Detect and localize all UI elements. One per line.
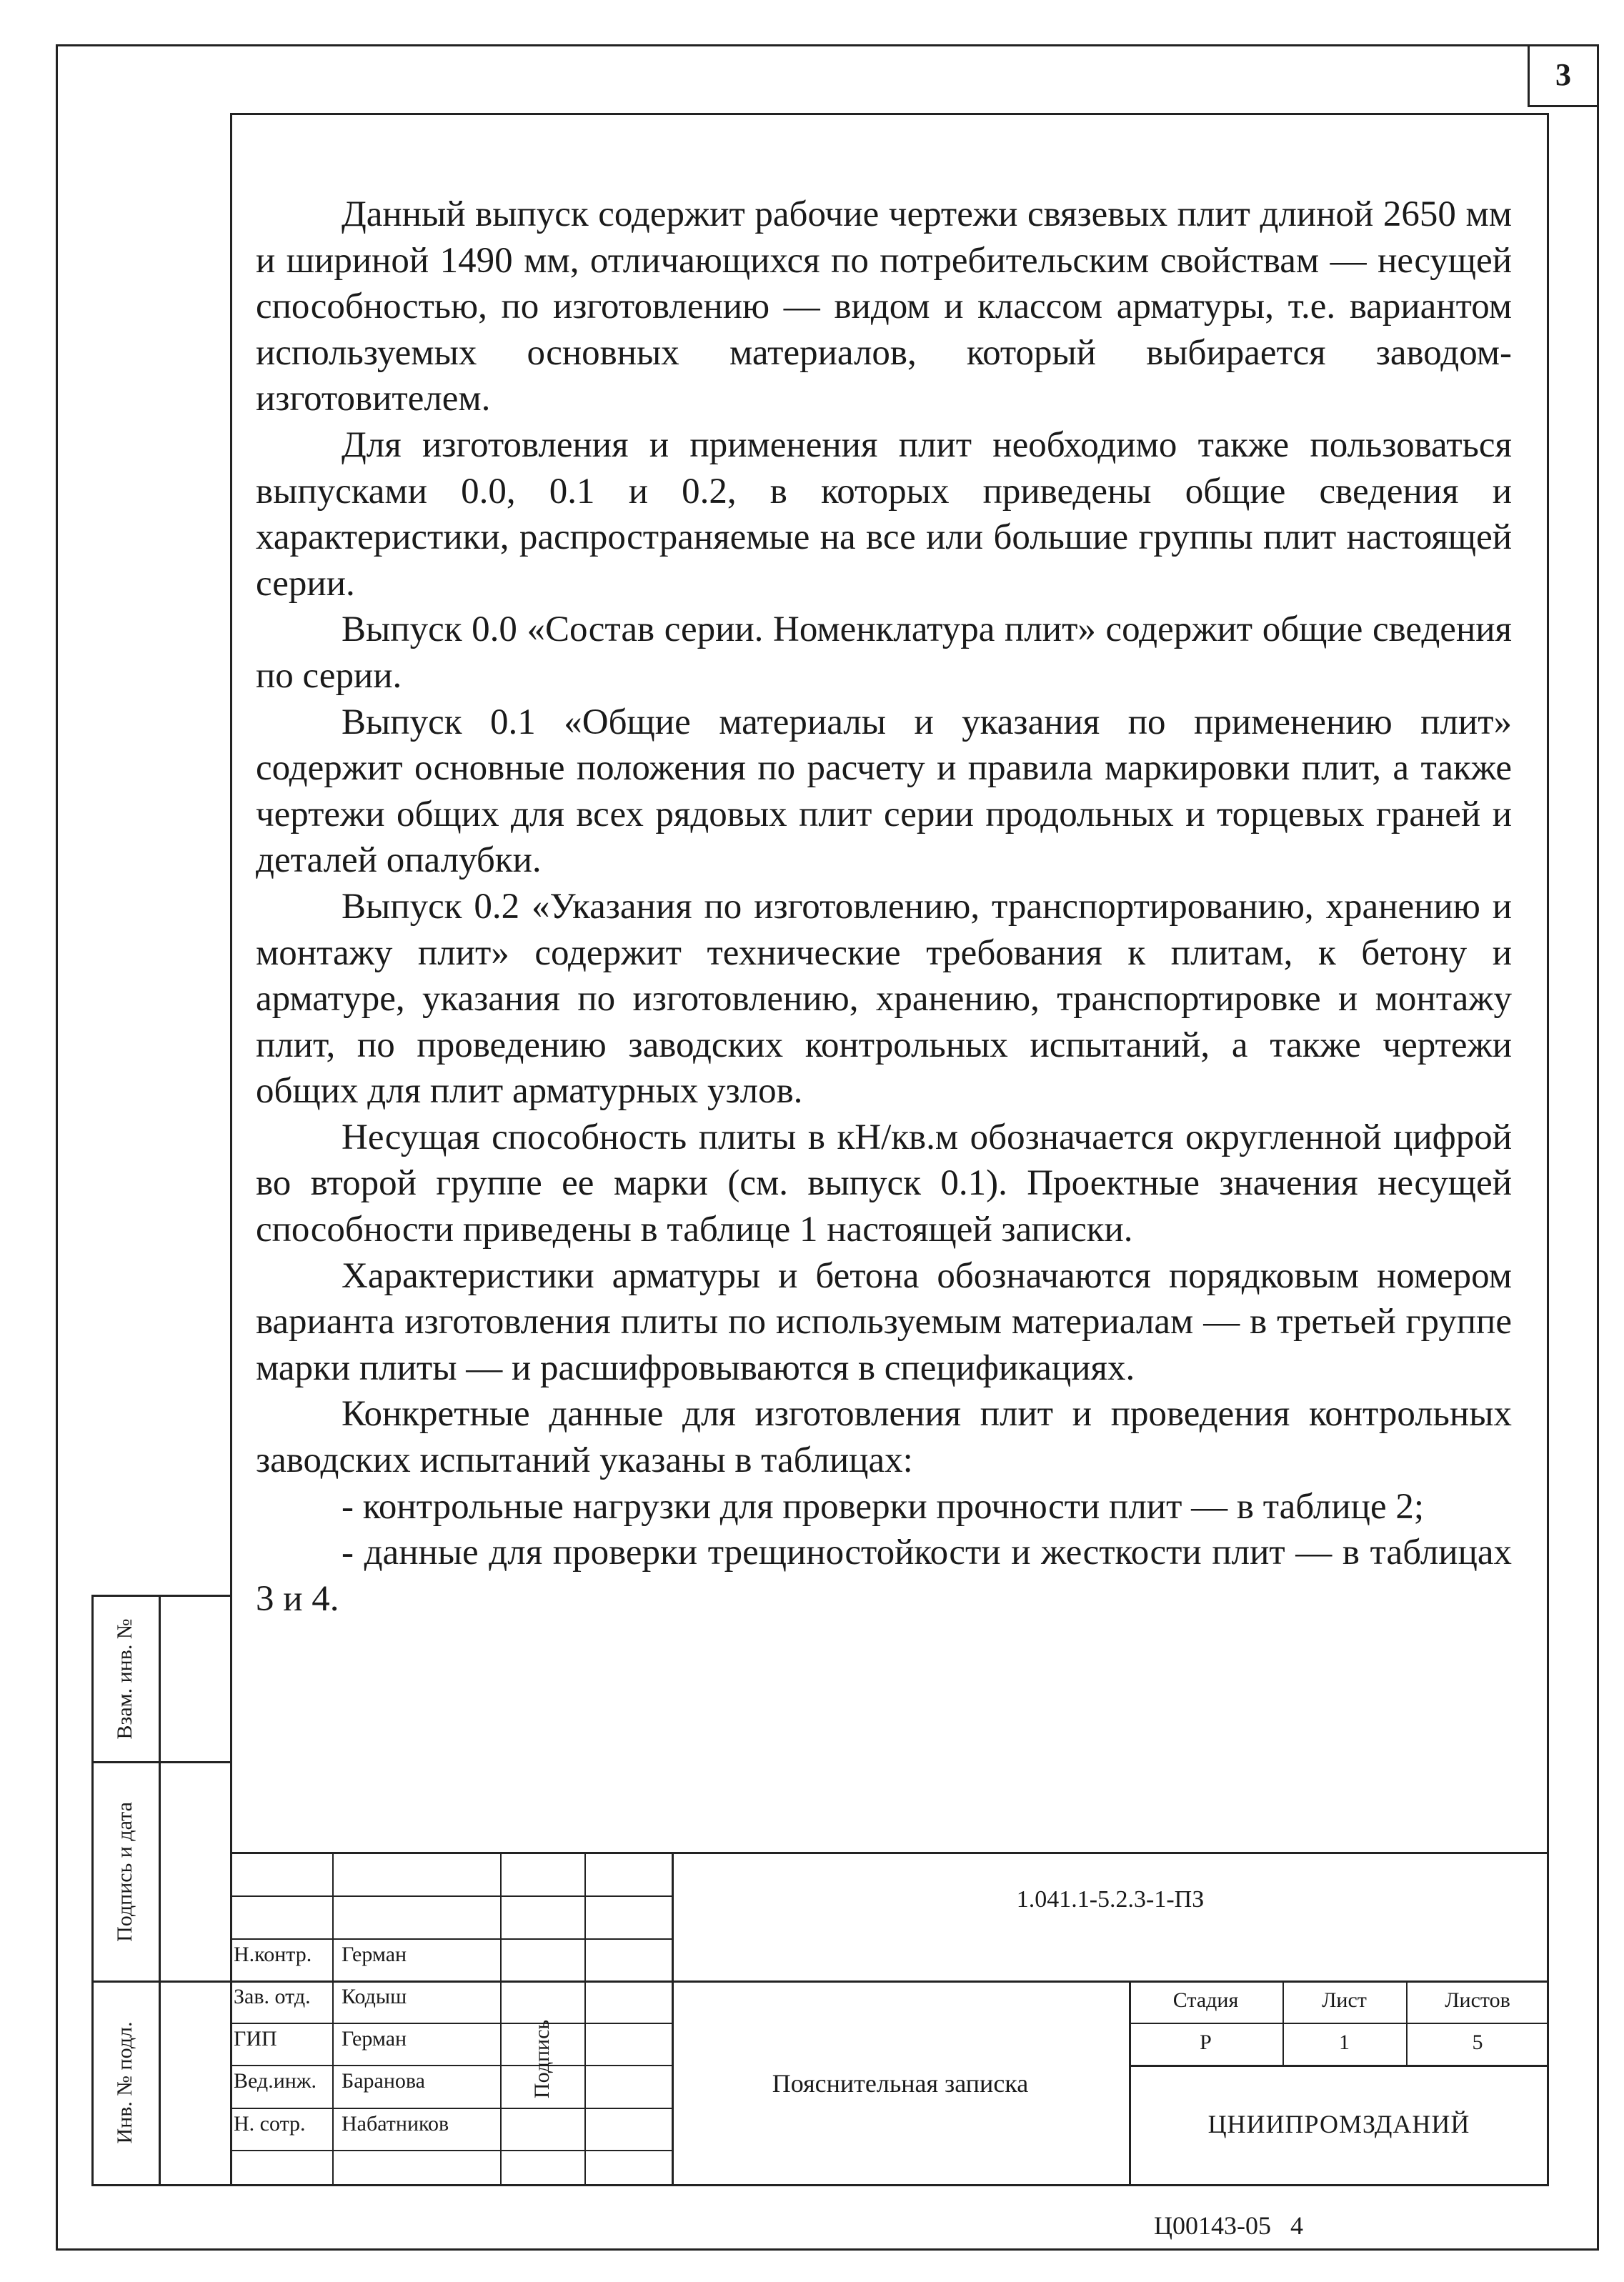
side-stamp-divider xyxy=(159,1595,161,2186)
sheet-header: Лист xyxy=(1322,1988,1367,2012)
tb-line xyxy=(230,1980,1549,1983)
paragraph: Характеристики арматуры и бетона обозначаются порядковым номером варианта изготовления плиты по используемым материалам — в третьей группе марки плиты — и расшифровываются в спецификациях. xyxy=(256,1255,1512,1388)
stage-header: Стадия xyxy=(1172,1988,1239,2012)
tb-line xyxy=(1129,2065,1549,2067)
tb-line xyxy=(230,1938,673,1940)
side-label-inv-podl: Инв. № подл. xyxy=(113,2021,136,2144)
tb-line xyxy=(332,1852,334,2186)
footer-code: Ц00143-05 4 xyxy=(1154,2211,1303,2240)
side-stamp-divider xyxy=(91,1980,232,1983)
tb-line xyxy=(230,1895,673,1897)
tb-line xyxy=(230,2150,673,2151)
paragraph: Выпуск 0.2 «Указания по изготовлению, транспортированию, хранению и монтажу плит» содержит технические требования к плитам, к бетону и арматуре, указания по изготовлению, хранению, транспортировке и монтажу плит, по проведению заводских контрольных испытаний, а также чертежи общих для плит арматурных узлов. xyxy=(256,886,1512,1112)
staff-role: Зав. отд. xyxy=(234,1985,311,2008)
paragraph: Несущая способность плиты в кН/кв.м обозначается округленной цифрой во второй группе ее марки (см. выпуск 0.1). Проектные значения несущей способности приведены в таблице 1 настоящей записки. xyxy=(256,1117,1512,1250)
staff-name: Кодыш xyxy=(342,1985,407,2008)
stage-value: Р xyxy=(1200,2031,1212,2054)
side-label-podpis-data: Подпись и дата xyxy=(113,1802,136,1942)
organization-name: ЦНИИПРОМЗДАНИЙ xyxy=(1207,2110,1470,2138)
document-title: Пояснительная записка xyxy=(772,2069,1029,2098)
side-label-vzam: Взам. инв. № xyxy=(113,1618,136,1740)
staff-role: ГИП xyxy=(234,2027,277,2051)
sheet-value: 1 xyxy=(1339,2031,1350,2054)
staff-role: Н.контр. xyxy=(234,1943,312,1966)
staff-name: Баранова xyxy=(342,2069,425,2093)
tb-line xyxy=(230,2023,673,2024)
staff-name: Герман xyxy=(342,1943,407,1966)
sheets-value: 5 xyxy=(1472,2031,1483,2054)
paragraph: Выпуск 0.0 «Состав серии. Номенклатура плит» содержит общие сведения по серии. xyxy=(256,609,1512,696)
paragraph: - контрольные нагрузки для проверки прочности плит — в таблице 2; xyxy=(342,1486,1425,1527)
paragraph: Конкретные данные для изготовления плит и проведения контрольных заводских испытаний указаны в таблицах: xyxy=(256,1394,1512,1481)
tb-line xyxy=(584,1852,586,2186)
paragraph: - данные для проверки трещиностойкости и жесткости плит — в таблицах 3 и 4. xyxy=(256,1533,1512,1619)
tb-line xyxy=(500,1852,502,2186)
paragraph: Для изготовления и применения плит необходимо также пользоваться выпусками 0.0, 0.1 и 0.2, в которых приведены общие сведения и характеристики, распространяемые на все или большие группы плит настоящей серии. xyxy=(256,424,1512,604)
paragraph: Выпуск 0.1 «Общие материалы и указания по применению плит» содержит основные положения по расчету и правила маркировки плит, а также чертежи общих для всех рядовых плит серии продольных и торцевых граней и деталей опалубки. xyxy=(256,702,1512,881)
doc-code: 1.041.1-5.2.3-1-ПЗ xyxy=(1016,1886,1205,1913)
paragraph: Данный выпуск содержит рабочие чертежи связевых плит длиной 2650 мм и шириной 1490 мм, отличающихся по потребительским свойствам — несущей способностью, по изготовлению — видом и классом арматуры, т.е. вариантом используемых основных материалов, который выбирается заводом-изготовителем. xyxy=(256,194,1512,419)
tb-line xyxy=(230,2108,673,2109)
sheets-header: Листов xyxy=(1445,1988,1510,2012)
tb-line xyxy=(1129,2023,1549,2024)
staff-role: Н. сотр. xyxy=(234,2112,306,2136)
sheet-number: 3 xyxy=(1528,44,1599,107)
signature-header: Подпись xyxy=(530,2019,554,2099)
staff-name: Набатников xyxy=(342,2112,449,2136)
body-text xyxy=(256,191,1512,1622)
tb-line xyxy=(230,2065,673,2066)
staff-role: Вед.инж. xyxy=(234,2069,317,2093)
staff-name: Герман xyxy=(342,2027,407,2051)
